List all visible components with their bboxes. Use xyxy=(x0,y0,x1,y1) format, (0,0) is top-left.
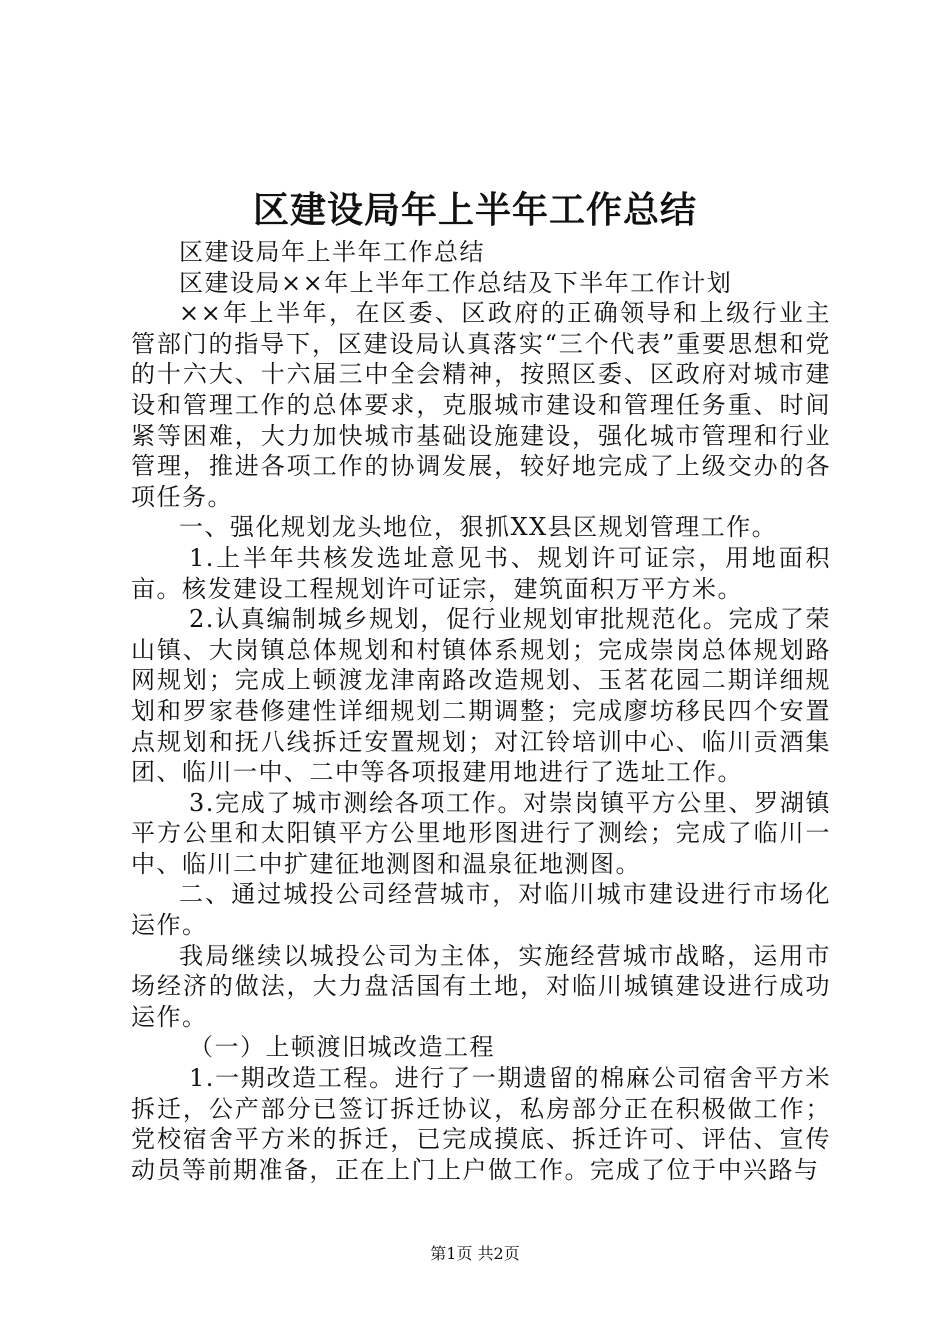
paragraph-subitem-1: 1.一期改造工程。进行了一期遗留的棉麻公司宿舍平方米拆迁，公产部分已签订拆迁协议，私房部分正在积极做工作；党校宿舍平方米的拆迁，已完成摸底、拆迁许可、评估、宣传动员等前期准备，正在上门上户做工作。完成了位于中兴路与 xyxy=(131,1064,831,1184)
paragraph-item-1: 1.上半年共核发选址意见书、规划许可证宗，用地面积亩。核发建设工程规划许可证宗，建筑面积万平方米。 xyxy=(131,543,831,603)
paragraph-heading: 区建设局××年上半年工作总结及下半年工作计划 xyxy=(179,268,733,297)
subsection-heading-1: （一）上顿渡旧城改造工程 xyxy=(189,1033,495,1062)
paragraph-item-2: 2.认真编制城乡规划，促行业规划审批规范化。完成了荣山镇、大岗镇总体规划和村镇体系规划；完成崇岗总体规划路网规划；完成上顿渡龙津南路改造规划、玉茗花园二期详细规划和罗家巷修建性详细规划二期调整；完成廖坊移民四个安置点规划和抚八线拆迁安置规划；对江铃培训中心、临川贡酒集团、临川一中、二中等各项报建用地进行了选址工作。 xyxy=(131,605,831,787)
section-heading-1: 一、强化规划龙头地位，狠抓XX县区规划管理工作。 xyxy=(179,513,778,542)
document-body xyxy=(131,237,831,1185)
document-title: 区建设局年上半年工作总结 xyxy=(252,189,697,231)
paragraph-intro: ××年上半年，在区委、区政府的正确领导和上级行业主管部门的指导下，区建设局认真落实“三个代表”重要思想和党的十六大、十六届三中全会精神，按照区委、区政府对城市建设和管理工作的总体要求，克服城市建设和管理任务重、时间紧等困难，大力加快城市基础设施建设，强化城市管理和行业管理，推进各项工作的协调发展，较好地完成了上级交办的各项任务。 xyxy=(131,299,831,511)
section-heading-2: 二、通过城投公司经营城市，对临川城市建设进行市场化运作。 xyxy=(131,880,831,940)
paragraph-section-2: 我局继续以城投公司为主体，实施经营城市战略，运用市场经济的做法，大力盘活国有土地，对临川城镇建设进行成功运作。 xyxy=(131,941,831,1031)
paragraph-subtitle: 区建设局年上半年工作总结 xyxy=(179,238,485,266)
page-footer: 第1页 共2页 xyxy=(430,1244,520,1263)
paragraph-item-3: 3.完成了城市测绘各项工作。对崇岗镇平方公里、罗湖镇平方公里和太阳镇平方公里地形图进行了测绘；完成了临川一中、临川二中扩建征地测图和温泉征地测图。 xyxy=(131,788,831,878)
